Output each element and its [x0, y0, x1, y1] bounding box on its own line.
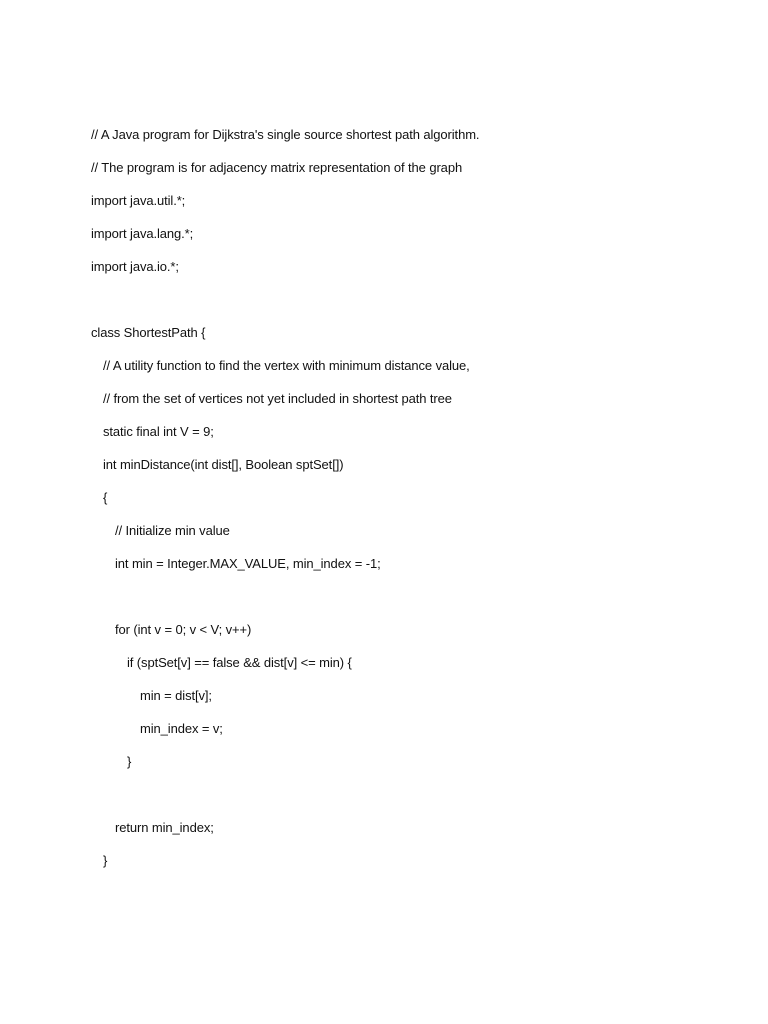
code-line: int min = Integer.MAX_VALUE, min_index = -1; — [115, 556, 381, 571]
code-line: // Initialize min value — [115, 523, 230, 538]
blank-line — [91, 587, 731, 620]
code-line: // The program is for adjacency matrix representation of the graph — [91, 160, 463, 175]
code-line: for (int v = 0; v < V; v++) — [115, 622, 252, 637]
code-line: } — [127, 754, 132, 769]
code-line: // from the set of vertices not yet included in shortest path tree — [103, 391, 452, 406]
code-line: // A utility function to find the vertex with minimum distance value, — [103, 358, 470, 373]
code-line: static final int V = 9; — [103, 424, 214, 439]
code-line: int minDistance(int dist[], Boolean sptSet[]) — [103, 457, 344, 472]
code-listing — [91, 125, 731, 884]
code-line: class ShortestPath { — [91, 325, 206, 340]
code-line: import java.lang.*; — [91, 226, 194, 241]
code-line: return min_index; — [115, 820, 214, 835]
blank-line — [91, 290, 731, 323]
code-line: } — [103, 853, 108, 868]
blank-line — [91, 785, 731, 818]
code-line: // A Java program for Dijkstra's single source shortest path algorithm. — [91, 127, 480, 142]
code-line: import java.util.*; — [91, 193, 186, 208]
code-line: min_index = v; — [140, 721, 223, 736]
code-line: min = dist[v]; — [140, 688, 212, 703]
code-line: import java.io.*; — [91, 259, 179, 274]
code-line: if (sptSet[v] == false && dist[v] <= min) { — [127, 655, 352, 670]
code-line: { — [103, 490, 108, 505]
